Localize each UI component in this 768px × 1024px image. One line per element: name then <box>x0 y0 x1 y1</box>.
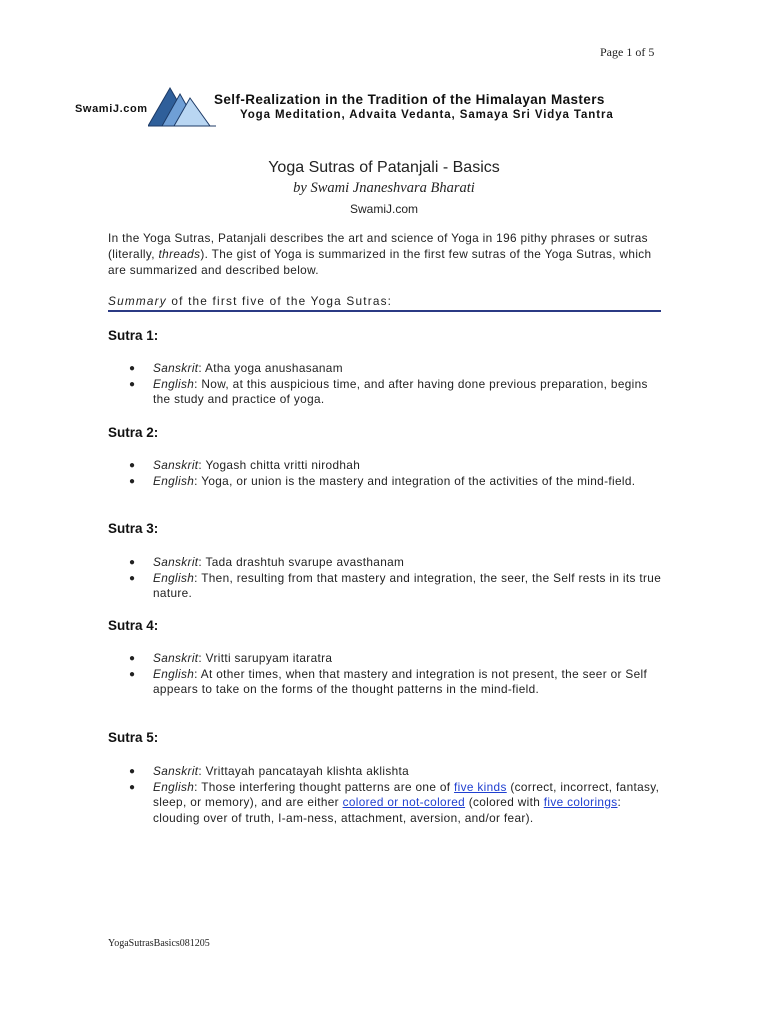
english-label: English <box>153 376 195 391</box>
list-item <box>129 667 664 698</box>
english-text: : At other times, when that mastery and integration is not present, the seer or Self appears to take on the forms of the thought patterns in the mind-field. <box>153 666 648 696</box>
sanskrit-text: : Tada drashtuh svarupe avasthanam <box>198 555 405 569</box>
english-text: : Now, at this auspicious time, and after having done previous preparation, begins the study and practice of yoga. <box>153 376 648 406</box>
sutra-4-list <box>129 651 664 698</box>
english-label: English <box>153 779 195 794</box>
list-item <box>129 780 664 827</box>
english-label: English <box>153 666 195 681</box>
page-number: Page 1 of 5 <box>600 45 655 59</box>
sutra-1-heading: Sutra 1: <box>108 328 159 343</box>
list-item <box>129 571 664 602</box>
five-kinds-link[interactable]: five kinds <box>454 779 507 794</box>
footer-doc-id: YogaSutrasBasics081205 <box>108 938 210 949</box>
list-item <box>129 474 664 490</box>
sutra-5-heading: Sutra 5: <box>108 730 159 745</box>
sanskrit-text: : Atha yoga anushasanam <box>198 361 343 375</box>
list-item <box>129 555 664 571</box>
colored-not-colored-link[interactable]: colored or not-colored <box>342 795 466 809</box>
bullet-icon: ● <box>129 475 136 487</box>
bullet-icon: ● <box>129 557 136 568</box>
site-header <box>72 82 692 132</box>
site-name[interactable]: SwamiJ.com <box>75 103 148 115</box>
english-text-4: : clouding over of truth, I-am-ness, attachment, aversion, and/or fear). <box>153 795 622 825</box>
intro-paragraph <box>108 230 668 278</box>
bullet-icon: ● <box>129 378 136 390</box>
list-item <box>129 377 664 408</box>
document-site: SwamiJ.com <box>349 202 418 216</box>
bullet-icon: ● <box>129 363 136 374</box>
english-label: English <box>153 570 195 585</box>
english-text-3: (colored with <box>465 795 544 809</box>
list-item <box>129 458 664 474</box>
intro-text-1: In the Yoga Sutras, Patanjali describes the art and science of Yoga in 196 pithy phrases or sutras (literally, <box>108 231 648 261</box>
document-title: Yoga Sutras of Patanjali - Basics <box>268 159 500 176</box>
sutra-2-list <box>129 458 664 489</box>
english-text-2: (correct, incorrect, fantasy, sleep, or memory), and are either <box>153 779 660 809</box>
english-label: English <box>153 473 195 488</box>
intro-italic: threads <box>158 247 201 261</box>
bullet-icon: ● <box>129 781 136 793</box>
sanskrit-text: : Yogash chitta vritti nirodhah <box>198 458 361 472</box>
document-author: by Swami Jnaneshvara Bharati <box>293 180 475 196</box>
sanskrit-label: Sanskrit <box>153 555 199 569</box>
title-block <box>0 158 768 218</box>
sanskrit-label: Sanskrit <box>153 458 199 472</box>
summary-rest: of the first five of the Yoga Sutras: <box>166 294 393 308</box>
sanskrit-label: Sanskrit <box>153 361 199 375</box>
bullet-icon: ● <box>129 572 136 584</box>
sutra-2-heading: Sutra 2: <box>108 425 159 440</box>
bullet-icon: ● <box>129 653 136 664</box>
english-text: : Then, resulting from that mastery and integration, the seer, the Self rests in its true nature. <box>153 570 662 600</box>
sutra-5-list <box>129 764 664 826</box>
list-item <box>129 764 664 780</box>
mountain-logo-icon <box>148 84 218 128</box>
list-item <box>129 361 664 377</box>
site-tagline: Self-Realization in the Tradition of the Himalayan Masters <box>214 92 605 107</box>
five-colorings-link[interactable]: five colorings <box>543 795 618 809</box>
site-subtagline: Yoga Meditation, Advaita Vedanta, Samaya Sri Vidya Tantra <box>240 109 614 121</box>
summary-heading <box>108 294 661 312</box>
sutra-3-heading: Sutra 3: <box>108 521 159 536</box>
sanskrit-text: : Vritti sarupyam itaratra <box>198 651 333 665</box>
bullet-icon: ● <box>129 460 136 471</box>
sanskrit-text: : Vrittayah pancatayah klishta aklishta <box>198 764 410 778</box>
intro-text-2: ). The gist of Yoga is summarized in the first few sutras of the Yoga Sutras, which are summarized and described below. <box>108 247 652 277</box>
bullet-icon: ● <box>129 668 136 680</box>
english-text: : Yoga, or union is the mastery and integration of the activities of the mind-field. <box>194 473 636 488</box>
sutra-4-heading: Sutra 4: <box>108 618 159 633</box>
english-text-1: : Those interfering thought patterns are one of <box>194 779 455 794</box>
bullet-icon: ● <box>129 766 136 777</box>
sanskrit-label: Sanskrit <box>153 764 199 778</box>
list-item <box>129 651 664 667</box>
summary-italic: Summary <box>108 294 167 308</box>
sanskrit-label: Sanskrit <box>153 651 199 665</box>
sutra-1-list <box>129 361 664 408</box>
sutra-3-list <box>129 555 664 602</box>
